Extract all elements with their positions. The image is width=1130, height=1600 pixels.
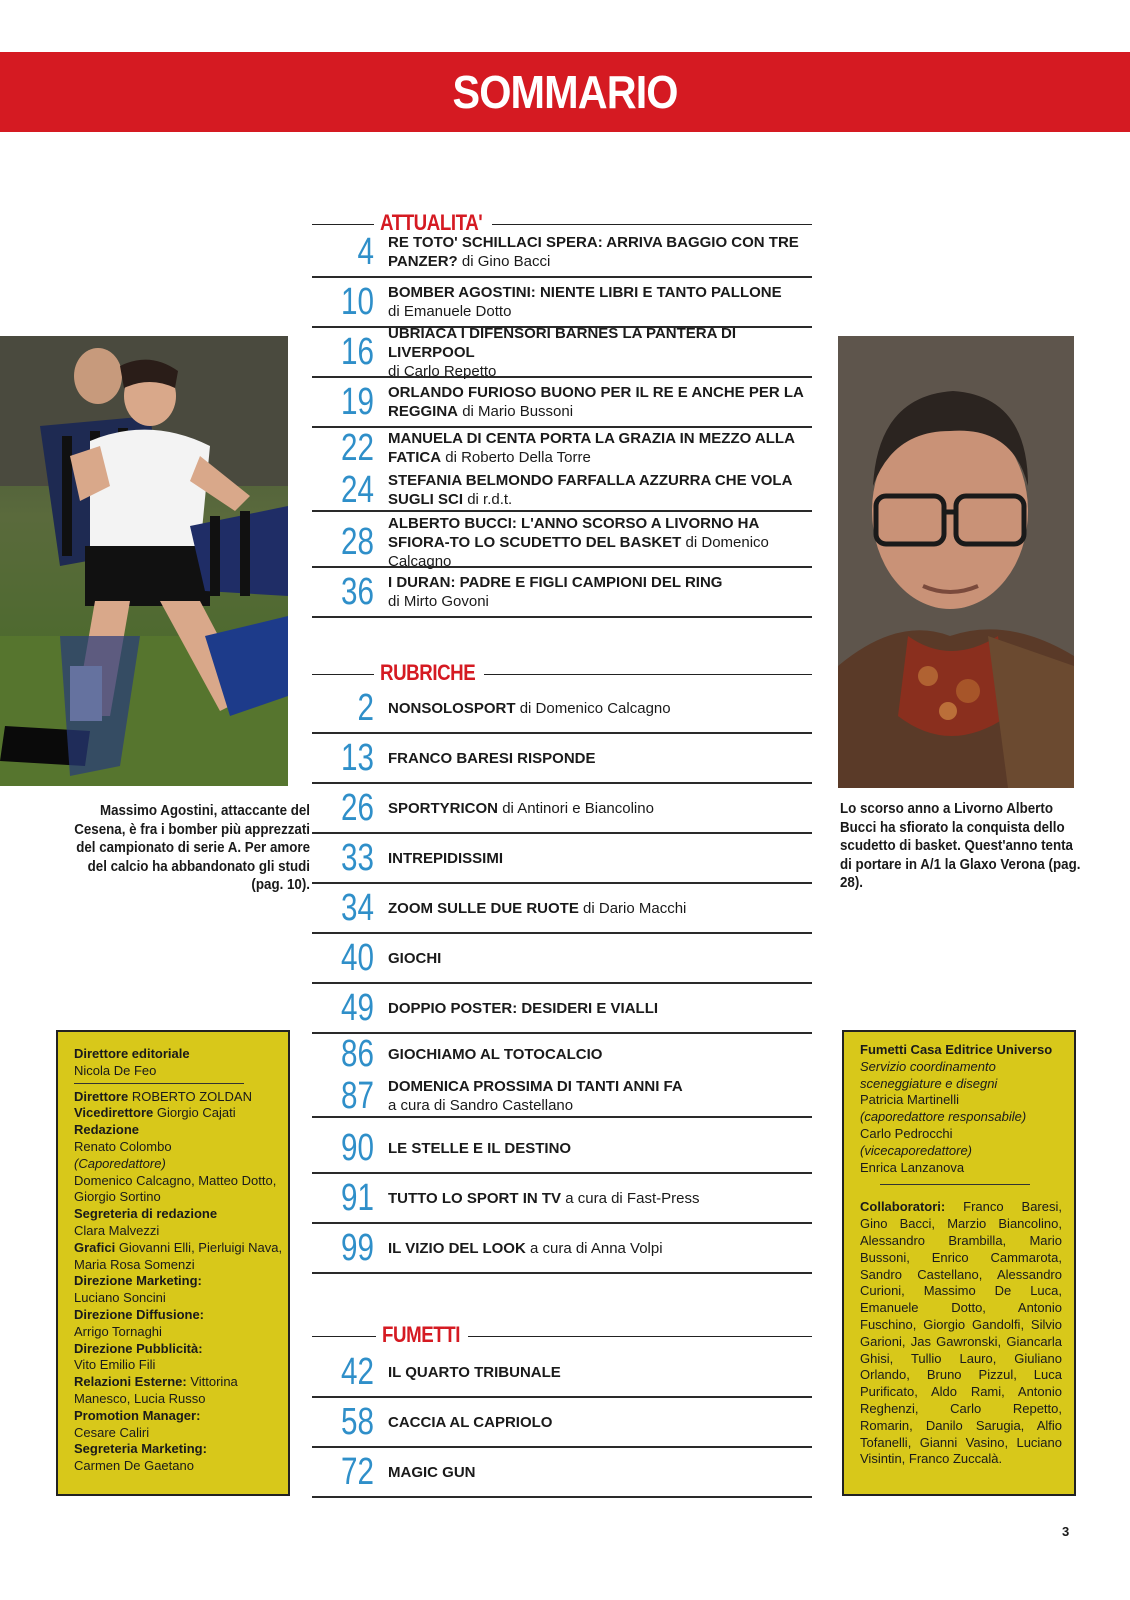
- entry-author: di Antinori e Biancolino: [502, 799, 654, 817]
- entry-author: a cura di Sandro Castellano: [388, 1097, 574, 1114]
- entry-title: IL QUARTO TRIBUNALE: [388, 1363, 561, 1381]
- page-number: 86: [341, 1033, 374, 1075]
- entry-author: a cura di Anna Volpi: [529, 1239, 663, 1257]
- page-number: 4: [357, 231, 374, 273]
- toc-entry[interactable]: [312, 324, 812, 380]
- toc-entry[interactable]: [312, 470, 812, 512]
- toc-entry[interactable]: [312, 684, 812, 734]
- section-header-fumetti: [312, 1322, 812, 1350]
- page-number: 26: [341, 787, 374, 829]
- toc-entry[interactable]: [312, 784, 812, 834]
- credits-role: (caporedattore responsabile): [860, 1109, 1027, 1125]
- entry-title: ZOOM SULLE DUE RUOTE: [388, 899, 579, 917]
- toc-entry[interactable]: [312, 428, 812, 468]
- entry-title: RE TOTO' SCHILLACI SPERA: ARRIVA BAGGIO CON TRE PANZER?: [388, 234, 799, 270]
- toc-entry[interactable]: [312, 734, 812, 784]
- entry-author: a cura di Fast-Press: [565, 1189, 700, 1207]
- divider: [312, 224, 374, 225]
- page-number: 33: [341, 837, 374, 879]
- entry-title: CACCIA AL CAPRIOLO: [388, 1413, 553, 1431]
- entry-title: TUTTO LO SPORT IN TV: [388, 1189, 562, 1207]
- credits-name: Carlo Pedrocchi: [860, 1125, 953, 1141]
- masthead-label: Direzione Marketing:: [74, 1273, 202, 1289]
- toc-entry[interactable]: [312, 934, 812, 984]
- toc-entry[interactable]: [312, 514, 812, 570]
- collaborators-list: Franco Baresi, Gino Bacci, Marzio Biancolino, Alessandro Brambilla, Mario Bussoni, Enrico Cammarota, Sandro Castellano, Alessandro Curioni, Massimo De Luca, Emanuele Dotto, Antonio Fuschino, Giorgio Gandolfi, Silvio Garioni, Jas Gawronski, Giancarla Ghisi, Tullio Lauro, Giuliano Orlando, Bruno Pizzul, Luca Purificato, Aldo Rami, Antonio Reghenzi, Carlo Repetto, Romarin, Danilo Sarugia, Alfio Tofanelli, Gianni Vasino, Luciano Visintin, Franco Zuccalà.: [860, 1199, 1062, 1467]
- masthead-label: Direttore editoriale: [74, 1046, 190, 1061]
- toc-entry[interactable]: [312, 1224, 812, 1274]
- entry-author: di Carlo Repetto: [388, 362, 497, 380]
- page-number: 40: [341, 937, 374, 979]
- masthead-label: Vicedirettore: [74, 1105, 154, 1121]
- page-number: 34: [341, 887, 374, 929]
- fumetti-credits-box: [842, 1030, 1076, 1496]
- photo-caption-left: Massimo Agostini, attaccante del Cesena, è fra i bomber più apprezzati del campionato di serie A. Per amore del calcio ha abbandonato gli studi (pag. 10).: [74, 803, 311, 893]
- entry-title: DOPPIO POSTER: DESIDERI E VIALLI: [388, 999, 659, 1017]
- divider: [468, 1336, 812, 1337]
- toc-entry[interactable]: [312, 568, 812, 618]
- section-title: ATTUALITA': [380, 210, 483, 235]
- masthead-name: Giorgio Cajati: [156, 1105, 236, 1121]
- entry-title: GIOCHI: [388, 949, 442, 967]
- entry-title: UBRIACA I DIFENSORI BARNES LA PANTERA DI LIVERPOOL: [388, 324, 737, 361]
- page-number: 58: [341, 1401, 374, 1443]
- entry-title: SPORTYRICON: [388, 799, 499, 817]
- page-number: 24: [341, 469, 374, 511]
- divider: [484, 674, 812, 675]
- entry-title: ORLANDO FURIOSO BUONO PER IL RE E ANCHE PER LA REGGINA: [388, 384, 804, 420]
- photo-agostini-illustration: [0, 336, 288, 786]
- entry-author: di Mirto Govoni: [388, 593, 489, 610]
- toc-entry[interactable]: [312, 1448, 812, 1498]
- masthead-label: Segreteria di redazione: [74, 1206, 218, 1222]
- entry-author: di Mario Bussoni: [462, 403, 574, 420]
- divider: [492, 224, 812, 225]
- page-number: 36: [341, 571, 374, 613]
- masthead-name: Carmen De Gaetano: [74, 1458, 194, 1474]
- masthead-name: Arrigo Tornaghi: [74, 1323, 162, 1339]
- masthead-label: Direttore: [74, 1088, 129, 1104]
- entry-title: INTREPIDISSIMI: [388, 849, 504, 867]
- masthead-name: Clara Malvezzi: [74, 1222, 160, 1238]
- divider: [312, 674, 374, 675]
- toc-entry[interactable]: [312, 1348, 812, 1398]
- page-number: 90: [341, 1127, 374, 1169]
- toc-entry[interactable]: [312, 1398, 812, 1448]
- page-number: 16: [341, 331, 374, 373]
- masthead-name: Luciano Soncini: [74, 1290, 166, 1306]
- page-number: 10: [341, 281, 374, 323]
- credits-label: Collaboratori:: [860, 1199, 946, 1215]
- entry-title: IL VIZIO DEL LOOK: [388, 1239, 526, 1257]
- photo-bucci: [838, 336, 1074, 788]
- toc-entry[interactable]: [312, 1124, 812, 1174]
- entry-title: BOMBER AGOSTINI: NIENTE LIBRI E TANTO PALLONE: [388, 284, 782, 301]
- page-number: 91: [341, 1177, 374, 1219]
- entry-title: MANUELA DI CENTA PORTA LA GRAZIA IN MEZZO ALLA FATICA: [388, 430, 795, 466]
- masthead-name: Cesare Caliri: [74, 1424, 150, 1440]
- credits-name: Patricia Martinelli: [860, 1092, 959, 1108]
- entry-title: NONSOLOSPORT: [388, 699, 516, 717]
- masthead-label: Direzione Diffusione:: [74, 1306, 205, 1322]
- entry-title: LE STELLE E IL DESTINO: [388, 1139, 572, 1157]
- toc-entry[interactable]: [312, 884, 812, 934]
- page-number: 2: [357, 687, 374, 729]
- masthead-label: Redazione: [74, 1122, 140, 1138]
- page-number: 19: [341, 381, 374, 423]
- page-number: 99: [341, 1227, 374, 1269]
- entry-title: MAGIC GUN: [388, 1463, 476, 1481]
- page-title: SOMMARIO: [452, 66, 678, 118]
- entry-title: ALBERTO BUCCI: L'ANNO SCORSO A LIVORNO HA SFIORA-TO LO SCUDETTO DEL BASKET: [388, 514, 759, 551]
- page-number: 22: [341, 427, 374, 469]
- divider: [880, 1184, 1030, 1185]
- toc-entry[interactable]: [312, 278, 812, 328]
- entry-title: DOMENICA PROSSIMA DI TANTI ANNI FA: [388, 1078, 683, 1095]
- credits-name: Enrica Lanzanova: [860, 1159, 965, 1175]
- entry-title: STEFANIA BELMONDO FARFALLA AZZURRA CHE VOLA SUGLI SCI: [388, 472, 792, 508]
- masthead-name: Nicola De Feo: [74, 1062, 157, 1078]
- masthead-label: Grafici: [74, 1239, 116, 1255]
- page-number: 28: [341, 521, 374, 563]
- toc-entry[interactable]: [312, 378, 812, 428]
- masthead-label: Segreteria Marketing:: [74, 1441, 207, 1457]
- masthead-label: Promotion Manager:: [74, 1407, 201, 1423]
- entry-title: I DURAN: PADRE E FIGLI CAMPIONI DEL RING: [388, 574, 723, 591]
- entry-author: di r.d.t.: [467, 491, 513, 508]
- section-title: RUBRICHE: [380, 660, 476, 685]
- masthead-name: Vito Emilio Fili: [74, 1357, 156, 1373]
- page-number: 49: [341, 987, 374, 1029]
- page-number: 87: [341, 1075, 374, 1117]
- masthead-role: (Caporedattore): [74, 1155, 166, 1171]
- toc-entry[interactable]: [312, 984, 812, 1034]
- toc-entry[interactable]: [312, 1034, 812, 1074]
- entry-title: FRANCO BARESI RISPONDE: [388, 749, 596, 767]
- toc-entry[interactable]: [312, 1076, 812, 1118]
- masthead-name: Vittorina Manesco, Lucia Russo: [74, 1374, 238, 1406]
- page-number-footer: 3: [1062, 1524, 1070, 1539]
- page-number: 13: [341, 737, 374, 779]
- entry-author: di Domenico Calcagno: [388, 533, 769, 570]
- page-number: 42: [341, 1351, 374, 1393]
- photo-agostini: [0, 336, 288, 786]
- masthead-name: ROBERTO ZOLDAN: [131, 1088, 252, 1104]
- credits-heading: Fumetti Casa Editrice Universo: [860, 1042, 1053, 1057]
- masthead-name: Renato Colombo: [74, 1138, 172, 1154]
- divider: [312, 1336, 376, 1337]
- masthead-box: [56, 1030, 290, 1496]
- toc-entry[interactable]: [312, 228, 812, 278]
- credits-label: Servizio coordinamento sceneggiature e disegni: [860, 1058, 998, 1091]
- entry-author: di Gino Bacci: [461, 253, 551, 270]
- masthead-label: Relazioni Esterne:: [74, 1374, 187, 1390]
- masthead-name: Giovanni Elli, Pierluigi Nava, Maria Rosa Somenzi: [74, 1239, 283, 1272]
- entry-title: GIOCHIAMO AL TOTOCALCIO: [388, 1045, 603, 1063]
- toc-entry[interactable]: [312, 1174, 812, 1224]
- entry-author: di Emanuele Dotto: [388, 303, 512, 320]
- section-title: FUMETTI: [382, 1322, 461, 1347]
- page-number: 72: [341, 1451, 374, 1493]
- photo-bucci-illustration: [838, 336, 1074, 788]
- divider: [74, 1083, 244, 1084]
- credits-role: (vicecaporedattore): [860, 1142, 972, 1158]
- header-banner: [0, 52, 1130, 132]
- entry-author: di Domenico Calcagno: [519, 699, 671, 717]
- toc-entry[interactable]: [312, 834, 812, 884]
- photo-caption-right: Lo scorso anno a Livorno Alberto Bucci ha sfiorato la conquista dello scudetto di basket. Quest'anno tenta di portare in A/1 la Glaxo Verona (pag. 28).: [840, 801, 1081, 891]
- masthead-name: Domenico Calcagno, Matteo Dotto, Giorgio Sortino: [74, 1172, 277, 1205]
- entry-author: di Dario Macchi: [583, 899, 687, 917]
- masthead-label: Direzione Pubblicità:: [74, 1340, 203, 1356]
- entry-author: di Roberto Della Torre: [445, 449, 591, 466]
